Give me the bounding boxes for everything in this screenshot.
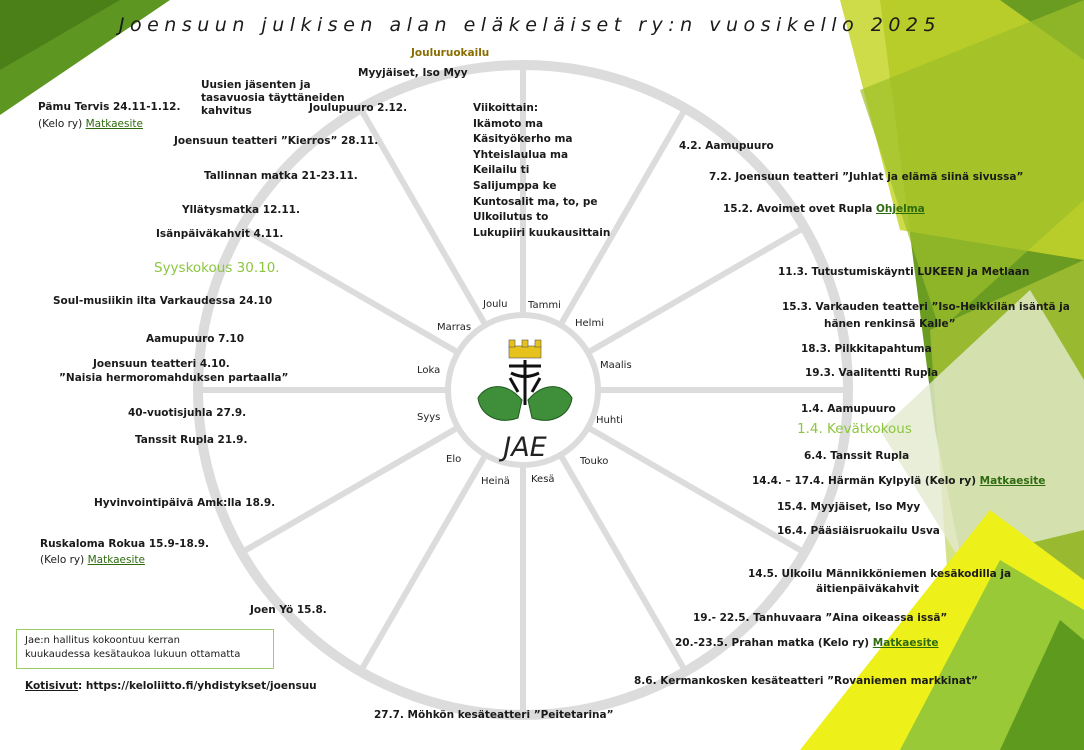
event-uusien-jasenten: Uusien jäsenten ja tasavuosia täyttäneiden kahvitus	[201, 79, 345, 117]
wheel-spoke	[242, 428, 462, 553]
event-kermankoski: 8.6. Kermankosken kesäteatteri ”Rovaniemen markkinat”	[634, 675, 978, 687]
event-aamupuuro-feb: 4.2. Aamupuuro	[679, 140, 774, 152]
event-ruskaloma-kelo	[40, 554, 145, 567]
event-syyskokous: Syyskokous 30.10.	[154, 260, 280, 276]
event-myyjaiset-dec: Myyjäiset, Iso Myy	[358, 67, 468, 79]
month-label: Helmi	[575, 318, 604, 329]
event-pamu-kelo	[38, 118, 143, 131]
event-tutustumiskaynti: 11.3. Tutustumiskäynti LUKEEN ja Metlaan	[778, 266, 1030, 278]
event-aamupuuro-oct: Aamupuuro 7.10	[146, 333, 245, 345]
month-label: Kesä	[531, 474, 555, 485]
event-varkaus-teatteri-title: hänen renkinsä Kalle”	[824, 318, 956, 330]
board-meeting-note	[16, 629, 274, 669]
event-tallinna: Tallinnan matka 21-23.11.	[204, 170, 358, 182]
month-label: Touko	[580, 456, 609, 467]
homepage-url: : https://keloliitto.fi/yhdistykset/joensuu	[77, 680, 317, 692]
wheel-spoke	[561, 455, 686, 672]
event-yllatysmatka: Yllätysmatka 12.11.	[182, 204, 300, 216]
wheel-spoke	[361, 109, 486, 326]
event-prahan-matka	[675, 637, 938, 650]
event-joen-yo: Joen Yö 15.8.	[250, 604, 327, 616]
month-label: Joulu	[483, 299, 508, 310]
harman-label: 14.4. – 17.4. Härmän Kylpylä (Kelo ry)	[752, 475, 976, 487]
event-varkaus-teatteri: 15.3. Varkauden teatteri ”Iso-Heikkilän isäntä ja	[782, 301, 1070, 313]
matkaesite-link[interactable]: Matkaesite	[872, 637, 939, 649]
matkaesite-link[interactable]: Matkaesite	[979, 475, 1046, 487]
event-tanssit-sept: Tanssit Rupla 21.9.	[135, 434, 248, 446]
wheel-spoke	[588, 428, 805, 553]
event-harman-kylpyla	[752, 475, 1045, 488]
homepage-label[interactable]: Kotisivut	[25, 680, 78, 692]
wheel-spoke	[361, 455, 486, 672]
weekly-item: Käsityökerho ma	[473, 133, 573, 146]
event-hyvinvointipaiva: Hyvinvointipäivä Amk:lla 18.9.	[94, 497, 276, 509]
matkaesite-link[interactable]: Matkaesite	[87, 554, 145, 566]
event-40-vuotisjuhla: 40-vuotisjuhla 27.9.	[128, 407, 247, 419]
weekly-heading: Viikoittain:	[473, 102, 539, 114]
event-vaalitentti: 19.3. Vaalitentti Rupla	[805, 367, 939, 379]
event-jouluruokailu: Jouluruokailu	[411, 47, 490, 59]
weekly-item: Salijumppa ke	[473, 179, 557, 192]
weekly-item: Ulkoilutus to	[473, 211, 549, 224]
month-label: Loka	[417, 365, 441, 376]
kelo-label: (Kelo ry)	[38, 118, 83, 130]
month-label: Elo	[446, 454, 462, 465]
weekly-item: Lukupiiri kuukausittain	[473, 226, 611, 239]
event-tanhuvaara: 19.- 22.5. Tanhuvaara ”Aina oikeassa issä”	[693, 612, 948, 624]
matkaesite-link[interactable]: Matkaesite	[85, 118, 143, 130]
event-paasiaisruokailu: 16.4. Pääsiäisruokailu Usva	[777, 525, 940, 537]
event-teatteri-kierros: Joensuun teatteri ”Kierros” 28.11.	[174, 135, 379, 147]
avoimet-label: 15.2. Avoimet ovet Rupla	[723, 203, 873, 215]
note-line: kuukaudessa kesätaukoa lukuun ottamatta	[25, 649, 241, 660]
event-avoimet-ovet	[723, 203, 925, 216]
event-joulupuuro: Joulupuuro 2.12.	[309, 102, 408, 114]
event-soul: Soul-musiikin ilta Varkaudessa 24.10	[53, 295, 273, 307]
month-label: Heinä	[481, 476, 510, 487]
weekly-item: Ikämoto ma	[473, 117, 544, 130]
event-myyjaiset-apr: 15.4. Myyjäiset, Iso Myy	[777, 501, 921, 513]
page-title: Joensuun julkisen alan eläkeläiset ry:n vuosikello 2025	[118, 14, 942, 36]
note-line: Jae:n hallitus kokoontuu kerran	[25, 635, 180, 646]
weekly-item: Keilailu ti	[473, 164, 530, 177]
wheel-spoke	[242, 228, 459, 353]
event-teatteri-naisia: Joensuun teatteri 4.10.	[93, 358, 230, 370]
event-teatteri-juhlat: 7.2. Joensuun teatteri ”Juhlat ja elämä siinä sivussa”	[709, 171, 1024, 183]
event-aitienpaiva: äitienpäiväkahvit	[816, 583, 920, 595]
event-pamu-tervis: Pämu Tervis 24.11-1.12.	[38, 101, 181, 113]
svg-text:JAE: JAE	[503, 432, 547, 463]
month-label: Tammi	[528, 300, 561, 311]
month-label: Huhti	[596, 415, 623, 426]
event-ulkoilu: 14.5. Ulkoilu Männikköniemen kesäkodilla ja	[748, 568, 1012, 580]
month-label: Syys	[417, 412, 441, 423]
month-label: Marras	[437, 322, 472, 333]
event-ruskaloma: Ruskaloma Rokua 15.9-18.9.	[40, 538, 210, 550]
weekly-item: Kuntosalit ma, to, pe	[473, 195, 598, 208]
ohjelma-link[interactable]: Ohjelma	[875, 203, 925, 215]
praha-label: 20.-23.5. Prahan matka (Kelo ry)	[675, 637, 870, 649]
kelo-label: (Kelo ry)	[40, 554, 85, 566]
homepage-line	[25, 680, 317, 693]
event-teatteri-naisia-title: ”Naisia hermoromahduksen partaalla”	[59, 372, 289, 384]
event-pilkkitapahtuma: 18.3. Pilkkitapahtuma	[801, 343, 932, 355]
event-isanpaiva: Isänpäiväkahvit 4.11.	[156, 228, 284, 240]
weekly-activities	[473, 101, 610, 241]
event-aamupuuro-apr: 1.4. Aamupuuro	[801, 403, 896, 415]
wheel-spoke	[588, 228, 805, 353]
month-label: Maalis	[600, 360, 632, 371]
event-mohko: 27.7. Möhkön kesäteatteri ”Peitetarina”	[374, 709, 614, 721]
event-kevatkokous: 1.4. Kevätkokous	[797, 421, 912, 437]
event-tanssit-apr: 6.4. Tanssit Rupla	[804, 450, 910, 462]
weekly-item: Yhteislaulua ma	[473, 148, 569, 161]
